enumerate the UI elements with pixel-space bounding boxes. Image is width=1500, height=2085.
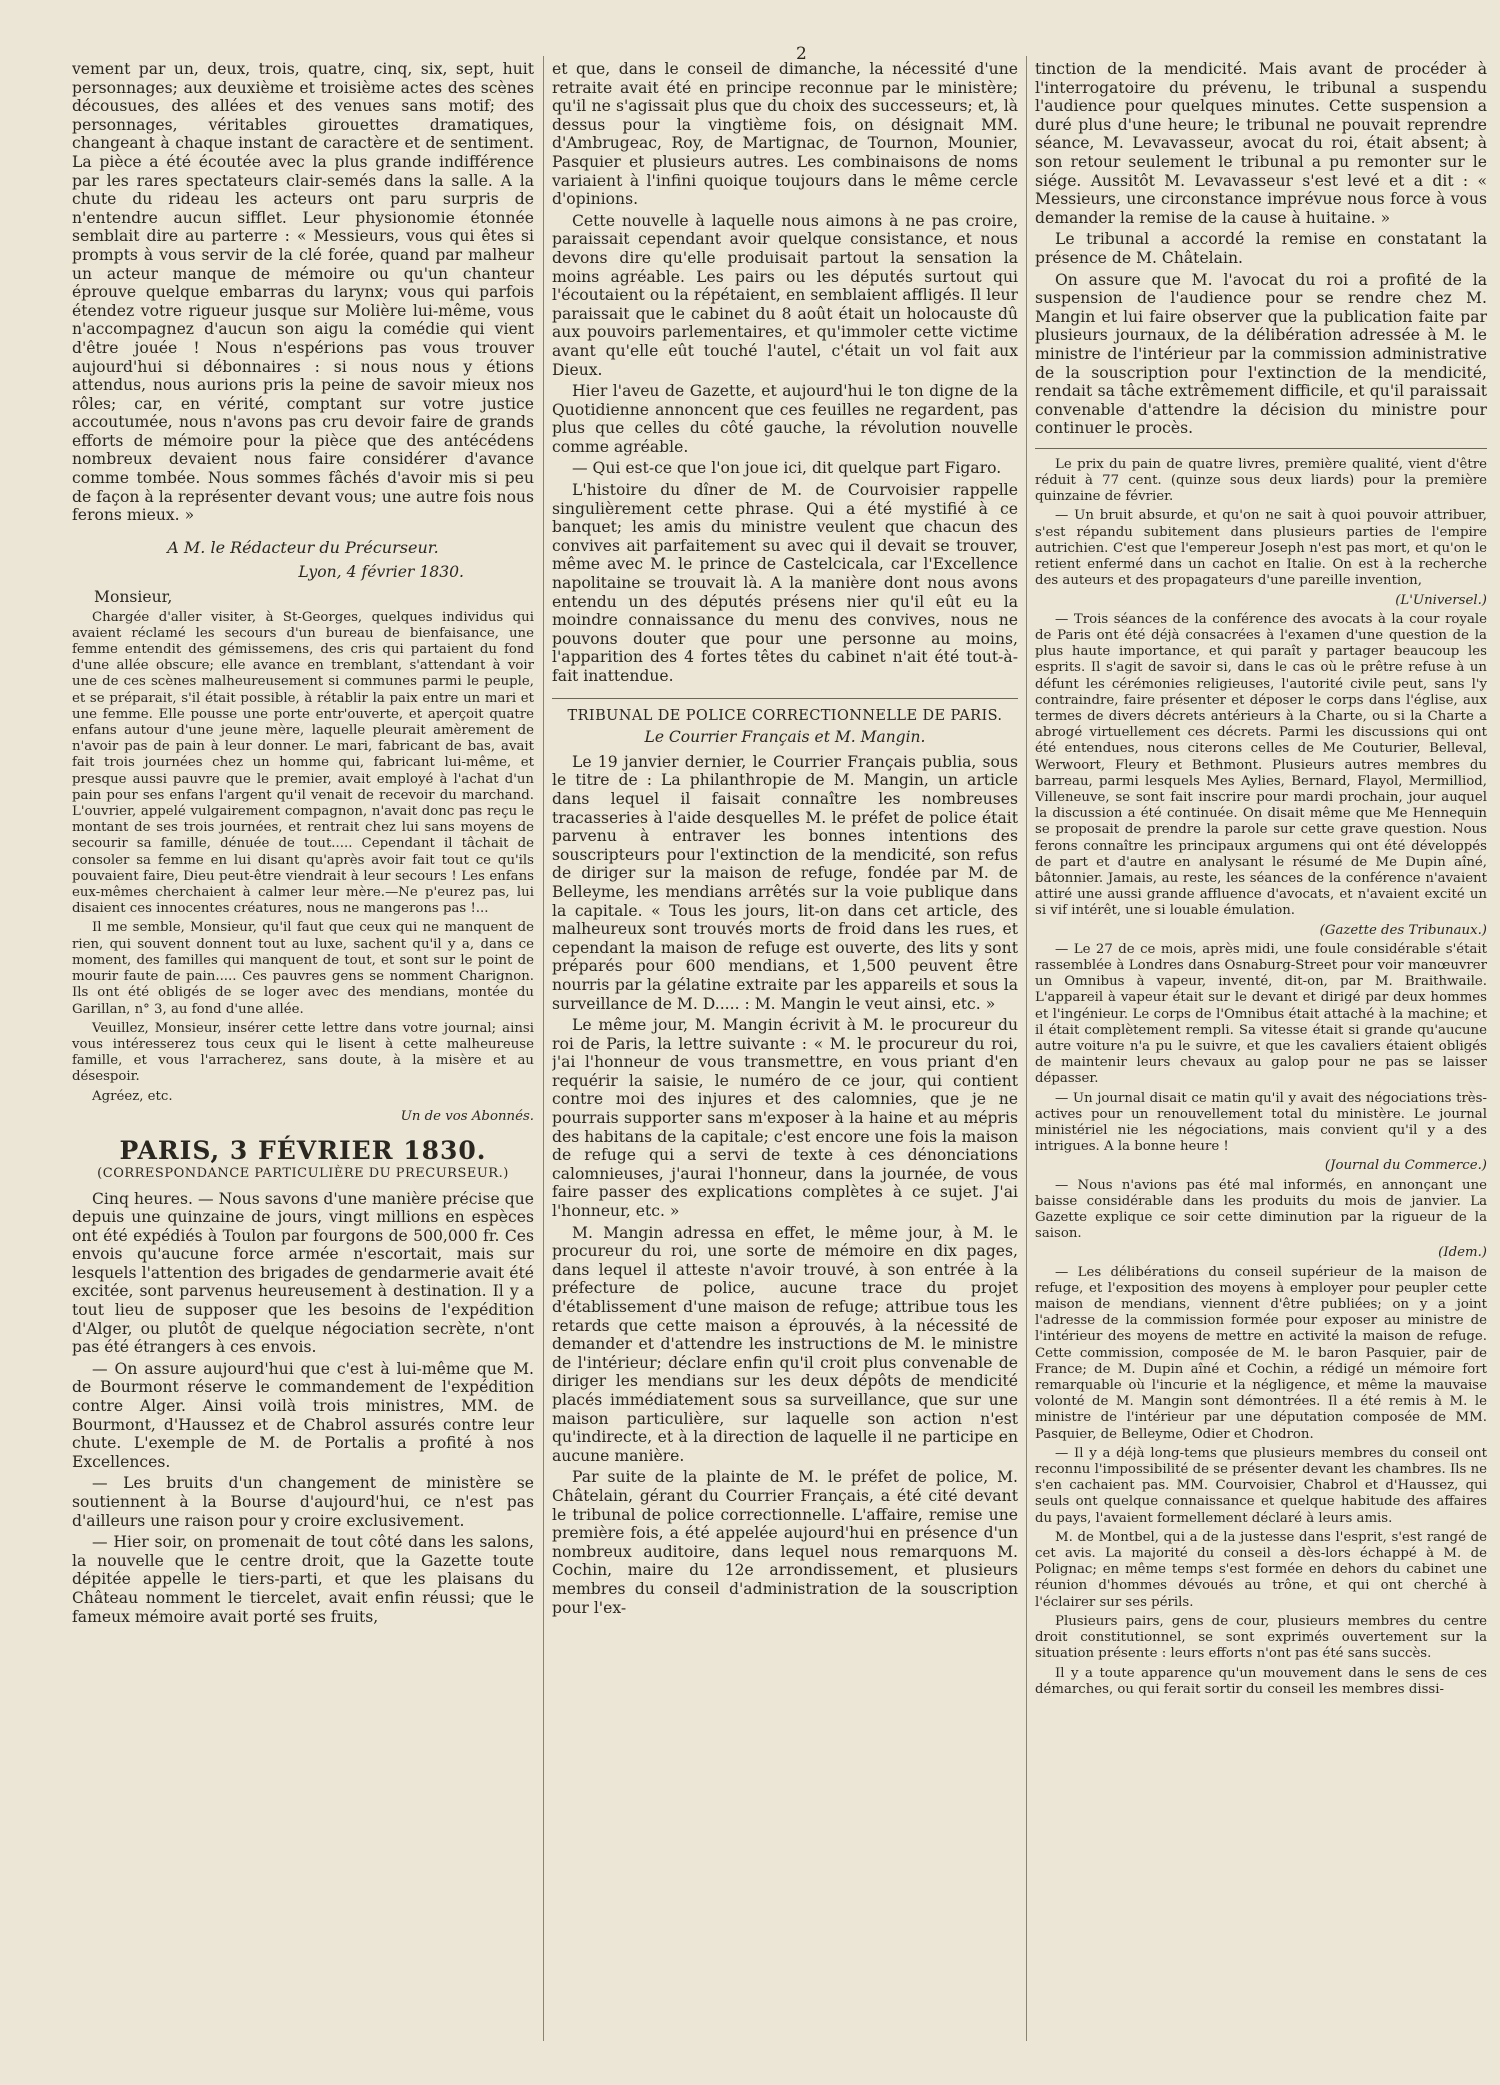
article-paragraph: Hier l'aveu de Gazette, et aujourd'hui le ton digne de la Quotidienne annoncent que ces feuilles ne regardent, pas plus que celles du côté gauche, la révolution nouvelle comme agréable. bbox=[552, 382, 1018, 456]
tribunal-section-subtitle: Le Courrier Français et M. Mangin. bbox=[644, 728, 926, 747]
article-paragraph: M. Mangin adressa en effet, le même jour, à M. le procureur du roi, une sorte de mémoire en dix pages, dans lequel il atteste n'avoir trouvé, à son entrée à la préfecture de police, aucune trace du projet d'établissement d'une maison de refuge; attribue tous les retards que cette maison a éprouvés, à la nécessité de demander et d'attendre les instructions de M. le ministre de l'intérieur; déclare enfin qu'il croit plus convenable de diriger les mendians sur les deux dépôts de mendicité placés immédiatement sous sa surveillance, que sur une maison particulière, sur laquelle son action n'est qu'indirecte, et à la direction de laquelle il ne participe en aucune manière. bbox=[552, 1223, 1018, 1465]
article-paragraph: — Hier soir, on promenait de tout côté dans les salons, la nouvelle que le centre droit, que la Gazette toute dépitée appelle le tiers-parti, et que les plaisans du Château nomment le tiercelet, avait enfin réussi; que le fameux mémoire avait porté ses fruits, bbox=[72, 1533, 534, 1626]
column-2 bbox=[552, 60, 1018, 2055]
news-brief: — Trois séances de la conférence des avocats à la cour royale de Paris ont été déjà consacrées à l'examen d'une question de la plus haute importance, et qui paraît y partager beaucoup les esprits. Il s'agit de savoir si, dans le cas où le prêtre refuse à un défunt les cérémonies religieuses, l'autorité civile peut, sans l'y contraindre, faire présenter et déposer le corps dans l'église, aux termes de divers décrets antérieurs à la Charte, ou si la Charte a abrogé virtuellement ces décrets. Parmi les discussions qui ont été entendues, nous citerons celles de Me Couturier, Belleval, Werwoort, Fleury et Bethmont. Plusieurs autres membres du barreau, parmi lesquels Mes Aylies, Bernard, Flayol, Mermilliod, Villeneuve, se sont fait inscrire pour mardi prochain, jour auquel la discussion a été continuée. On disait même que Me Hennequin se proposait de prendre la parole sur cette grave question. Nous ferons connaître les principaux argumens qui ont été développés de part et d'autre en analysant le résumé de Me Dupin aîné, bâtonnier. Jamais, au reste, les séances de la conférence n'avaient attiré une aussi grande affluence d'avocats, et n'avaient excité un si vif intérêt, une si louable émulation. bbox=[1035, 611, 1487, 919]
news-brief: Le prix du pain de quatre livres, première qualité, vient d'être réduit à 77 cent. (quinze sous deux liards) pour la première quinzaine de février. bbox=[1035, 456, 1487, 505]
news-brief: — Nous n'avions pas été mal informés, en annonçant une baisse considérable dans les produits du mois de janvier. La Gazette explique ce soir cette diminution par la rigueur de la saison. bbox=[1035, 1177, 1487, 1242]
letter-signature: Un de vos Abonnés. bbox=[400, 1108, 534, 1124]
article-paragraph: — Les bruits d'un changement de ministère se soutiennent à la Bourse d'aujourd'hui, ce n'est pas d'ailleurs une raison pour y croire exclusivement. bbox=[72, 1474, 534, 1530]
news-source: (Journal du Commerce.) bbox=[1324, 1158, 1487, 1174]
article-paragraph: Le même jour, M. Mangin écrivit à M. le procureur du roi de Paris, la lettre suivante : « M. le procureur du roi, j'ai l'honneur de vous transmettre, en vous priant d'en requérir la saisie, le numéro de ce jour, qui contient contre moi des injures et des calomnies, que je ne pourrais supporter sans m'exposer à la haine et au mépris des habitans de la capitale; c'est encore une fois la maison de refuge qui a servi de texte à ces dénonciations calomnieuses, j'aurai l'honneur, dans la journée, de vous faire passer des explications complètes à ce sujet. J'ai l'honneur, etc. » bbox=[552, 1016, 1018, 1221]
letter-body bbox=[72, 610, 534, 1105]
news-brief: — Il y a déjà long-tems que plusieurs membres du conseil ont reconnu l'impossibilité de se présenter devant les chambres. Ils ne s'en cachaient pas. MM. Courvoisier, Chabrol et d'Haussez, qui seuls ont quelque connaissance et quelque habitude des affaires du pays, l'avaient formellement déclaré à leurs amis. bbox=[1035, 1445, 1487, 1526]
article-paragraph: et que, dans le conseil de dimanche, la nécessité d'une retraite avait été en principe reconnue par le ministère; qu'il ne s'agissait plus que du choix des successeurs; et, là dessus pour la vingtième fois, on désignait MM. d'Ambrugeac, Roy, de Martignac, de Tournon, Mounier, Pasquier et plusieurs autres. Les combinaisons de noms variaient à l'infini quoique toujours dans le même cercle d'opinions. bbox=[552, 60, 1018, 209]
section-divider bbox=[1035, 448, 1487, 449]
news-briefs bbox=[1035, 457, 1487, 1698]
article-paragraph: tinction de la mendicité. Mais avant de procéder à l'interrogatoire du prévenu, le tribunal a suspendu l'audience pour quelques minutes. Cette suspension a duré plus d'une heure; le tribunal ne pouvait reprendre séance, M. Levavasseur, avocat du roi, était absent; à son retour seulement le tribunal a pu remonter sur le siége. Aussitôt M. Levavasseur s'est levé et a dit : « Messieurs, une circonstance imprévue nous force à vous demander la remise de la cause à huitaine. » bbox=[1035, 60, 1487, 227]
news-brief: — Un bruit absurde, et qu'on ne sait à quoi pouvoir attribuer, s'est répandu subitement dans plusieurs parties de l'empire autrichien. C'est que l'empereur Joseph n'est pas mort, et qu'on le retient enfermé dans un cachot en Italie. On est à la recherche des auteurs et des propagateurs d'une pareille invention, bbox=[1035, 508, 1487, 589]
column-rule-right bbox=[1026, 56, 1027, 2041]
news-brief: M. de Montbel, qui a de la justesse dans l'esprit, s'est rangé de cet avis. La majorité du conseil a dès-lors échappé à M. de Polignac; en même temps s'est formée en dehors du cabinet une réunion d'hommes dévoués au trône, et qui ont cherché à l'éclairer sur ses périls. bbox=[1035, 1529, 1487, 1610]
letter-salutation: Monsieur, bbox=[94, 588, 173, 607]
column-1 bbox=[72, 60, 534, 2055]
news-brief: — Les délibérations du conseil supérieur de la maison de refuge, et l'exposition des moyens à employer pour peupler cette maison de mendians, viennent d'être publiées; on y a joint l'adresse de la commission formée pour exposer au ministre de l'intérieur des moyens de mettre en activité la maison de refuge. Cette commission, composée de M. le baron Pasquier, pair de France; de M. Dupin aîné et Cochin, a rédigé un mémoire fort remarquable où l'incurie et la négligence, et même la mauvaise volonté de M. Mangin sont démontrées. Il a été remis à M. le ministre de l'intérieur par une députation composée de MM. Pasquier, de Belleyme, Odier et Chodron. bbox=[1035, 1264, 1487, 1442]
news-brief: — Le 27 de ce mois, après midi, une foule considérable s'était rassemblée à Londres dans Osnaburg-Street pour voir manœuvrer un Omnibus à vapeur, inventé, dit-on, par M. Braithwaile. L'appareil à vapeur était sur le devant et dirigé par deux hommes et l'ingénieur. Le corps de l'Omnibus était attaché à la machine; et il était complètement rempli. Sa vitesse était si grande qu'aucune autre voiture n'a pu le suivre, et que les cavaliers étaient obligés de maintenir leurs chevaux au galop pour ne pas se laisser dépasser. bbox=[1035, 941, 1487, 1087]
letter-heading: A M. le Rédacteur du Précurseur. bbox=[167, 537, 439, 557]
news-brief: — Un journal disait ce matin qu'il y avait des négociations très-actives pour un renouvellement total du ministère. Le journal ministériel nie les négociations, mais convient qu'il y a des intrigues. A la bonne heure ! bbox=[1035, 1090, 1487, 1155]
letter-paragraph: Veuillez, Monsieur, insérer cette lettre dans votre journal; ainsi vous intéresserez tous ceux qui le lisent à cette malheureuse famille, et vous l'arracherez, sans doute, à la misère et au désespoir. bbox=[72, 1020, 534, 1085]
news-source: (Idem.) bbox=[1438, 1245, 1487, 1261]
article-paragraph: L'histoire du dîner de M. de Courvoisier rappelle singulièrement cette phrase. Qui a été mystifié à ce banquet; les amis du ministre veulent que chacun des convives ait parfaitement su avec qui il devait se trouver, même avec M. le prince de Castelcicala, car l'Excellence napolitaine se trouvait là. A la manière dont nous avons entendu un des députés présens nier qu'il eût eu la moindre connaissance du menu des convives, nous ne pouvons douter que pour une personne au moins, l'apparition des 4 fortes têtes du cabinet n'ait été tout-à-fait inattendue. bbox=[552, 481, 1018, 685]
letter-closing: Agréez, etc. bbox=[92, 1088, 173, 1104]
article-paragraph: On assure que M. l'avocat du roi a profité de la suspension de l'audience pour se rendre chez M. Mangin et lui faire observer que la publication faite par plusieurs journaux, de la délibération adressée à M. le ministre de l'intérieur par la commission administrative de la souscription pour l'extinction de la mendicité, rendait sa tâche extrêmement difficile, et qu'il paraissait convenable d'attendre la décision du ministre pour continuer le procès. bbox=[1035, 270, 1487, 438]
news-brief: Il y a toute apparence qu'un mouvement dans le sens de ces démarches, ou qui ferait sortir du conseil les membres dissi- bbox=[1035, 1665, 1487, 1697]
news-source: (Gazette des Tribunaux.) bbox=[1319, 922, 1487, 938]
news-brief: Plusieurs pairs, gens de cour, plusieurs membres du centre droit constitutionnel, se sont exprimés ouvertement sur la situation présente : leurs efforts n'ont pas été sans succès. bbox=[1035, 1613, 1487, 1662]
article-paragraph: Le tribunal a accordé la remise en constatant la présence de M. Châtelain. bbox=[1035, 230, 1487, 267]
letter-paragraph: Chargée d'aller visiter, à St-Georges, quelques individus qui avaient réclamé les secours d'un bureau de bienfaisance, une femme entendit des gémissemens, des cris qui partaient du fond d'une allée obscure; elle avance en tremblant, s'attendant à voir une de ces scènes malheureusement si communes parmi le peuple, et se préparait, s'il était possible, à rétablir la paix entre un mari et une femme. Elle pousse une porte entr'ouverte, et aperçoit quatre enfans autour d'une jeune mère, laquelle pleurait amèrement de n'avoir pas de pain à leur donner. Le mari, fabricant de bas, avait fait trois journées chez un homme qui, fabricant lui-même, et presque aussi pauvre que le premier, avait employé à l'achat d'un pain pour ses enfans l'argent qu'il venait de recevoir du marchand. L'ouvrier, appelé vulgairement compagnon, n'avait donc pas reçu le montant de ses trois journées, et rentrait chez lui sans moyens de secourir sa famille, dénuée de tout..... Cependant il tâchait de consoler sa femme en lui disant qu'après avoir fait tout ce qu'ils pouvaient faire, Dieu peut-être viendrait à leur secours ! Les enfans eux-mêmes cherchaient à calmer leur mère.—Ne p'eurez pas, lui disaient ces innocentes créatures, nous ne mangerons pas !... bbox=[72, 609, 534, 917]
theatre-review-end: vement par un, deux, trois, quatre, cinq, six, sept, huit personnages; aux deuxième et troisième actes des scènes décousues, des allées et des venues sans motif; des personnages, véritables girouettes dramatiques, changeant à chaque instant de caractère et de sentiment. La pièce a été écoutée avec la plus grande indifférence par les rares spectateurs clair-semés dans la salle. A la chute du rideau les acteurs ont paru surpris de n'entendre aucun sifflet. Leur physionomie étonnée semblait dire au parterre : « Messieurs, vous qui êtes si prompts à vous servir de la clé forée, quand par malheur un acteur manque de mémoire ou qu'un chanteur éprouve quelque embarras du larynx; vous qui parfois étendez votre rigueur jusque sur Molière lui-même, vous n'accompagnez d'aucun son aigu la comédie qui vient d'être jouée ! Nous n'espérions pas vous trouver aujourd'hui si débonnaires : si nous nous y étions attendus, nous aurions pris la peine de savoir mieux nos rôles; car, en vérité, comptant sur votre justice accoutumée, nous n'avons pas cru devoir faire de grands efforts de mémoire pour la pièce que des antécédens nombreux devaient nous faire considérer d'avance comme tombée. Nous sommes fâchés d'avoir mis si peu de façon à la représenter devant vous; une autre fois nous ferons mieux. » bbox=[72, 60, 534, 525]
column-rule-left bbox=[543, 56, 544, 2041]
article-paragraph: — On assure aujourd'hui que c'est à lui-même que M. de Bourmont réserve le commandement de l'expédition contre Alger. Ainsi voilà trois ministres, MM. de Bourmont, d'Haussez et de Chabrol assurés contre leur chute. L'exemple de M. de Portalis a profité à nos Excellences. bbox=[72, 1359, 534, 1471]
article-paragraph: Cinq heures. — Nous savons d'une manière précise que depuis une quinzaine de jours, vingt millions en espèces ont été expédiés à Toulon par fourgons de 500,000 fr. Ces envois qu'aucune force armée n'escortait, mais sur lesquels l'attention des brigades de gendarmerie avait été excitée, sont parvenus heureusement à destination. Il y a tout lieu de supposer que les besoins de l'expédition d'Alger, ou plutôt de quelque négociation secrète, n'ont pas été étrangers à ces envois. bbox=[72, 1189, 534, 1357]
column-3 bbox=[1035, 60, 1487, 2055]
correspondence-subtitle: (CORRESPONDANCE PARTICULIÈRE DU PRECURSEUR.) bbox=[97, 1165, 509, 1181]
page-number: 2 bbox=[796, 44, 807, 64]
article-paragraph: Le 19 janvier dernier, le Courrier Français publia, sous le titre de : La philanthropie de M. Mangin, un article dans lequel il faisait connaître les nombreuses tracasseries à l'aide desquelles M. le préfet de police était parvenu à entraver les bonnes intentions des souscripteurs pour l'extinction de la mendicité, son refus de diriger sur la maison de refuge, fondée par M. de Belleyme, les mendians arrêtés sur la voie publique dans la capitale. « Tous les jours, lit-on dans cet article, des malheureux sont trouvés morts de froid dans les rues, et cependant la maison de refuge est ouverte, des lits y sont préparés pour 600 mendians, et 1,500 peuvent être nourris par la gélatine extraite par les appareils et sous la surveillance de M. D..... : M. Mangin le veut ainsi, etc. » bbox=[552, 752, 1018, 1013]
paris-dateline-title: PARIS, 3 FÉVRIER 1830. bbox=[119, 1136, 487, 1166]
news-source: (L'Universel.) bbox=[1395, 592, 1487, 608]
letter-paragraph: Il me semble, Monsieur, qu'il faut que ceux qui ne manquent de rien, qui souvent donnent tout au luxe, sachent qu'il y a, dans ce moment, des familles qui manquent de tout, et sont sur le point de mourir faute de pain..... Ces pauvres gens se nomment Charignon. Ils ont été obligés de se loger avec des mendians, montée du Garillan, n° 3, au fond d'une allée. bbox=[72, 920, 534, 1017]
article-paragraph: Par suite de la plainte de M. le préfet de police, M. Châtelain, gérant du Courrier Français, a été cité devant le tribunal de police correctionnelle. L'affaire, remise une première fois, a été appelée aujourd'hui en présence d'un nombreux auditoire, dans lequel nous remarquons M. Cochin, maire du 12e arrondissement, et plusieurs membres du conseil d'administration de la souscription pour l'ex- bbox=[552, 1468, 1018, 1617]
letter-dateline: Lyon, 4 février 1830. bbox=[298, 563, 464, 582]
tribunal-section-title: TRIBUNAL DE POLICE CORRECTIONNELLE DE PARIS. bbox=[552, 698, 1018, 726]
article-paragraph: — Qui est-ce que l'on joue ici, dit quelque part Figaro. bbox=[572, 459, 1002, 478]
article-paragraph: Cette nouvelle à laquelle nous aimons à ne pas croire, paraissait cependant avoir quelque consistance, et nous devons dire qu'elle produisait partout la sensation la moins agréable. Les pairs ou les députés surtout qui l'écoutaient ou la répétaient, en semblaient affligés. Il leur paraissait que le cabinet du 8 août était un holocauste dû aux pouvoirs parlementaires, et qu'immoler cette victime avant qu'elle eût touché l'autel, c'était un vol fait aux Dieux. bbox=[552, 211, 1018, 379]
